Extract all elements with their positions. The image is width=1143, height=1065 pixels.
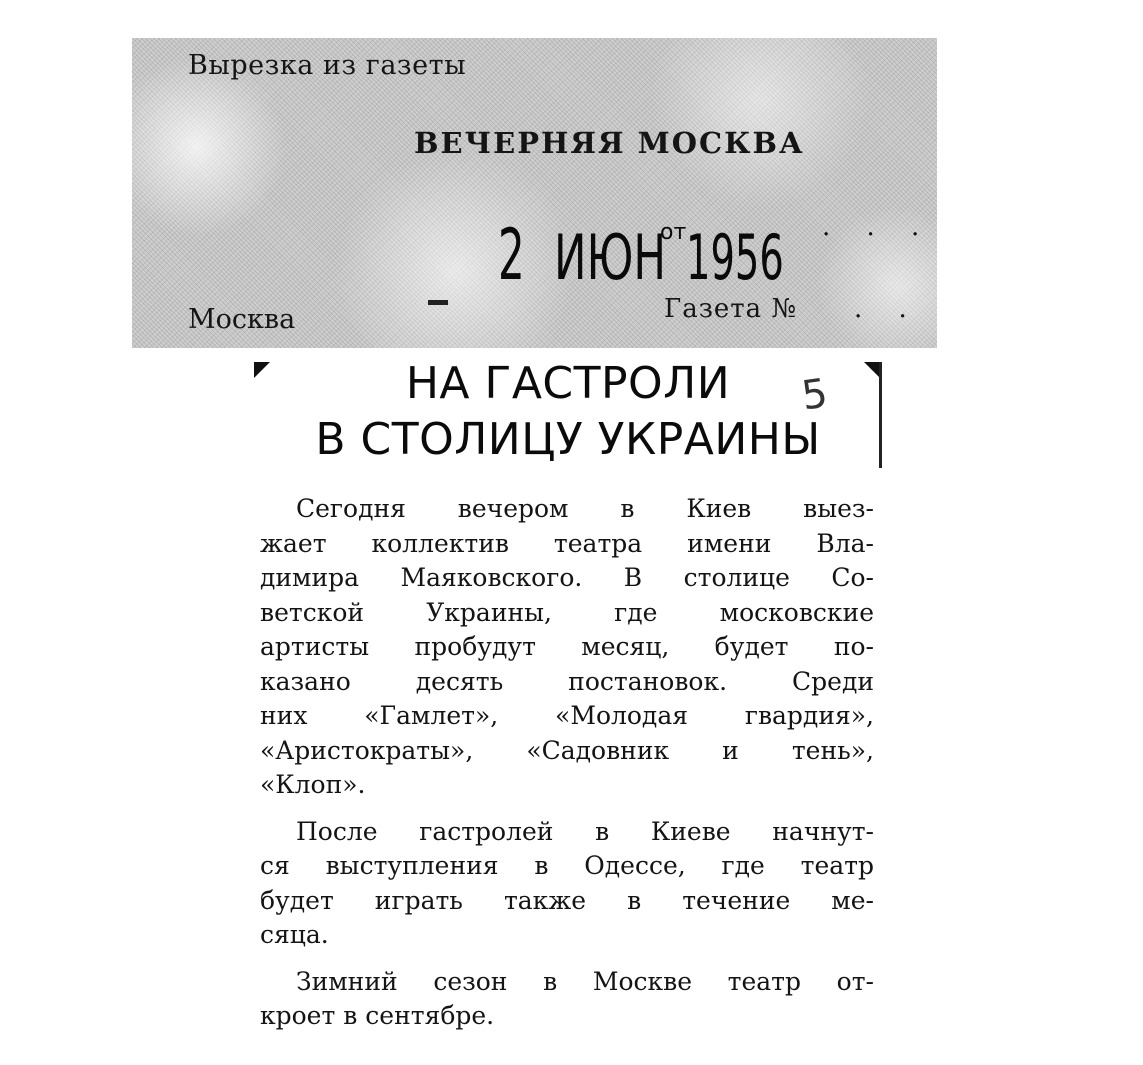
- text-line: жает коллектив театра имени Вла-: [260, 528, 874, 558]
- stamp-month: ИЮН: [554, 221, 666, 294]
- paragraph-3: [260, 965, 874, 1034]
- issue-number-label: Газета №: [664, 294, 798, 324]
- clipping-header-slip: [132, 38, 937, 348]
- text-line: кроет в сентябре.: [260, 1001, 495, 1030]
- text-line: будет играть также в течение ме-: [260, 885, 874, 915]
- text-line: ветской Украины, где московские: [260, 597, 874, 627]
- text-line: «Клоп».: [260, 770, 366, 799]
- stamp-year: 1956: [686, 221, 785, 294]
- paragraph-2: [260, 815, 874, 953]
- text-line: сяца.: [260, 920, 329, 949]
- text-line: Сегодня вечером в Киев выез-: [296, 494, 874, 523]
- article-body: [260, 492, 874, 1046]
- headline-line-2: В СТОЛИЦУ УКРАИНЫ: [315, 414, 821, 465]
- text-line: «Аристократы», «Садовник и тень»,: [260, 735, 874, 765]
- text-line: них «Гамлет», «Молодая гвардия»,: [260, 701, 874, 730]
- paragraph-1: [260, 492, 874, 803]
- text-line: ся выступления в Одессе, где театр: [260, 851, 874, 880]
- text-line: димира Маяковского. В столице Со-: [260, 563, 874, 592]
- stamp-prefix: от: [660, 220, 687, 245]
- city-label: Москва: [188, 304, 296, 335]
- dotted-fill-date: · · ·: [822, 220, 934, 250]
- text-line: После гастролей в Киеве начнут-: [296, 816, 874, 846]
- article-headline: [262, 356, 874, 468]
- text-line: казано десять постановок. Среди: [260, 666, 874, 696]
- dash-mark: [428, 300, 448, 305]
- stamp-day: 2: [498, 214, 525, 296]
- dotted-fill-issue: . .: [854, 294, 921, 324]
- text-line: Зимний сезон в Москве театр от-: [296, 966, 874, 996]
- newspaper-name: ВЕЧЕРНЯЯ МОСКВА: [414, 126, 805, 160]
- headline-line-1: НА ГАСТРОЛИ: [405, 358, 731, 409]
- handwritten-number: 5: [798, 370, 831, 420]
- text-line: артисты пробудут месяц, будет по-: [260, 632, 874, 661]
- date-stamp: [498, 214, 786, 296]
- source-label: Вырезка из газеты: [188, 50, 467, 81]
- headline-rule: [879, 362, 882, 468]
